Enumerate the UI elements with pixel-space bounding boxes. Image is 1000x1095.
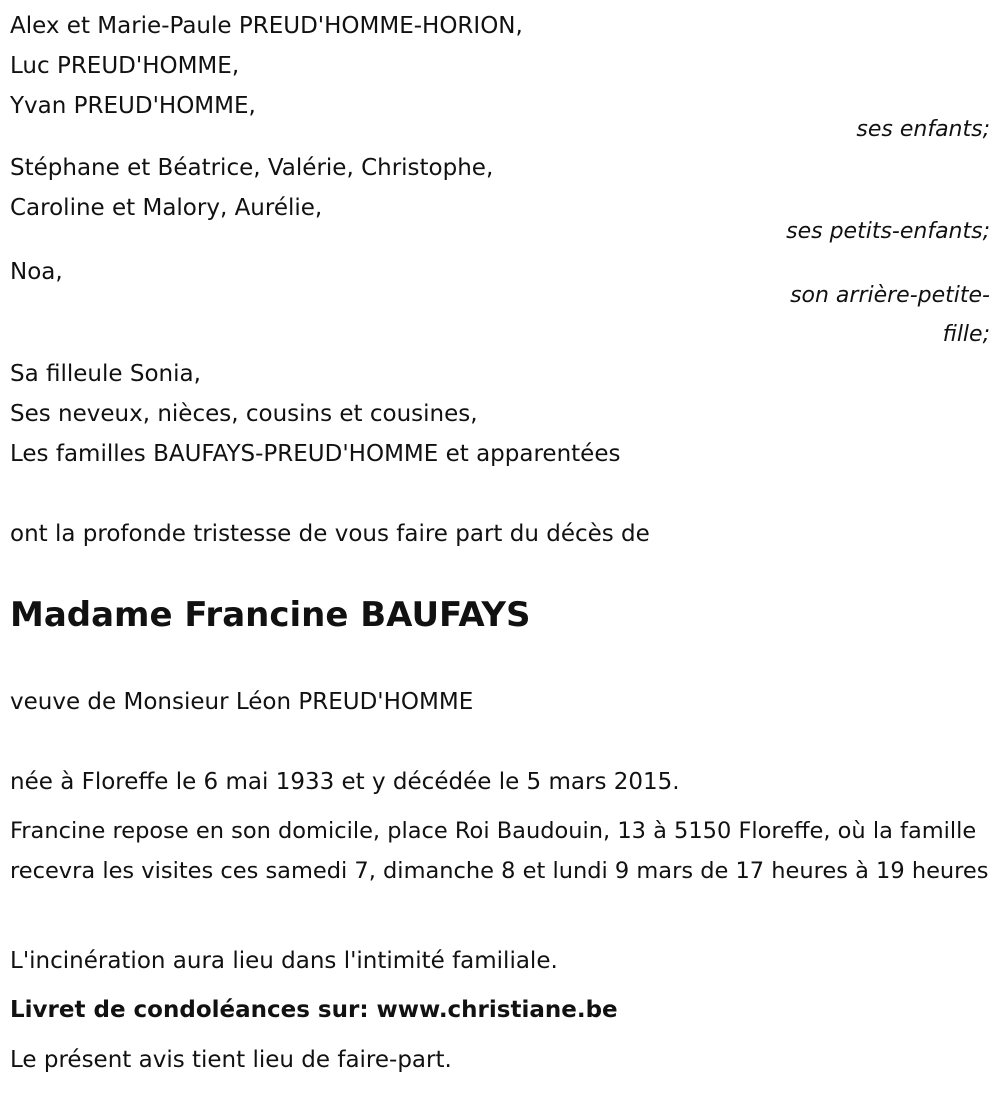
visitation: Francine repose en son domicile, place Roi Baudouin, 13 à 5150 Floreffe, où la famille recevra les visites ces samedi 7, dimanche 8 et lundi 9 mars de 17 heures à 19 heures bbox=[10, 818, 989, 884]
children-line-2: Luc PREUD'HOMME, bbox=[10, 53, 240, 79]
great-grandchildren-relation-2: fille; bbox=[942, 322, 990, 347]
announcement: ont la profonde tristesse de vous faire part du décès de bbox=[10, 521, 650, 547]
others-line-1: Sa filleule Sonia, bbox=[10, 361, 201, 387]
birth-death: née à Floreffe le 6 mai 1933 et y décédée le 5 mars 2015. bbox=[10, 769, 680, 795]
deceased-name: Madame Francine BAUFAYS bbox=[10, 595, 531, 635]
grandchildren-relation: ses petits-enfants; bbox=[786, 219, 990, 244]
children-line-1: Alex et Marie-Paule PREUD'HOMME-HORION, bbox=[10, 13, 523, 39]
others-line-3: Les familles BAUFAYS-PREUD'HOMME et apparentées bbox=[10, 441, 621, 467]
great-grandchildren-relation-1: son arrière-petite- bbox=[790, 283, 990, 308]
children-relation: ses enfants; bbox=[856, 117, 990, 142]
great-grandchildren-line: Noa, bbox=[10, 259, 63, 285]
widow-of: veuve de Monsieur Léon PREUD'HOMME bbox=[10, 689, 474, 715]
children-line-3: Yvan PREUD'HOMME, bbox=[10, 93, 256, 119]
cremation: L'incinération aura lieu dans l'intimité familiale. bbox=[10, 948, 558, 974]
others-line-2: Ses neveux, nièces, cousins et cousines, bbox=[10, 401, 478, 427]
condolences: Livret de condoléances sur: www.christiane.be bbox=[10, 997, 618, 1023]
grandchildren-line-1: Stéphane et Béatrice, Valérie, Christophe, bbox=[10, 155, 494, 181]
grandchildren-line-2: Caroline et Malory, Aurélie, bbox=[10, 195, 323, 221]
closing: Le présent avis tient lieu de faire-part. bbox=[10, 1047, 452, 1073]
